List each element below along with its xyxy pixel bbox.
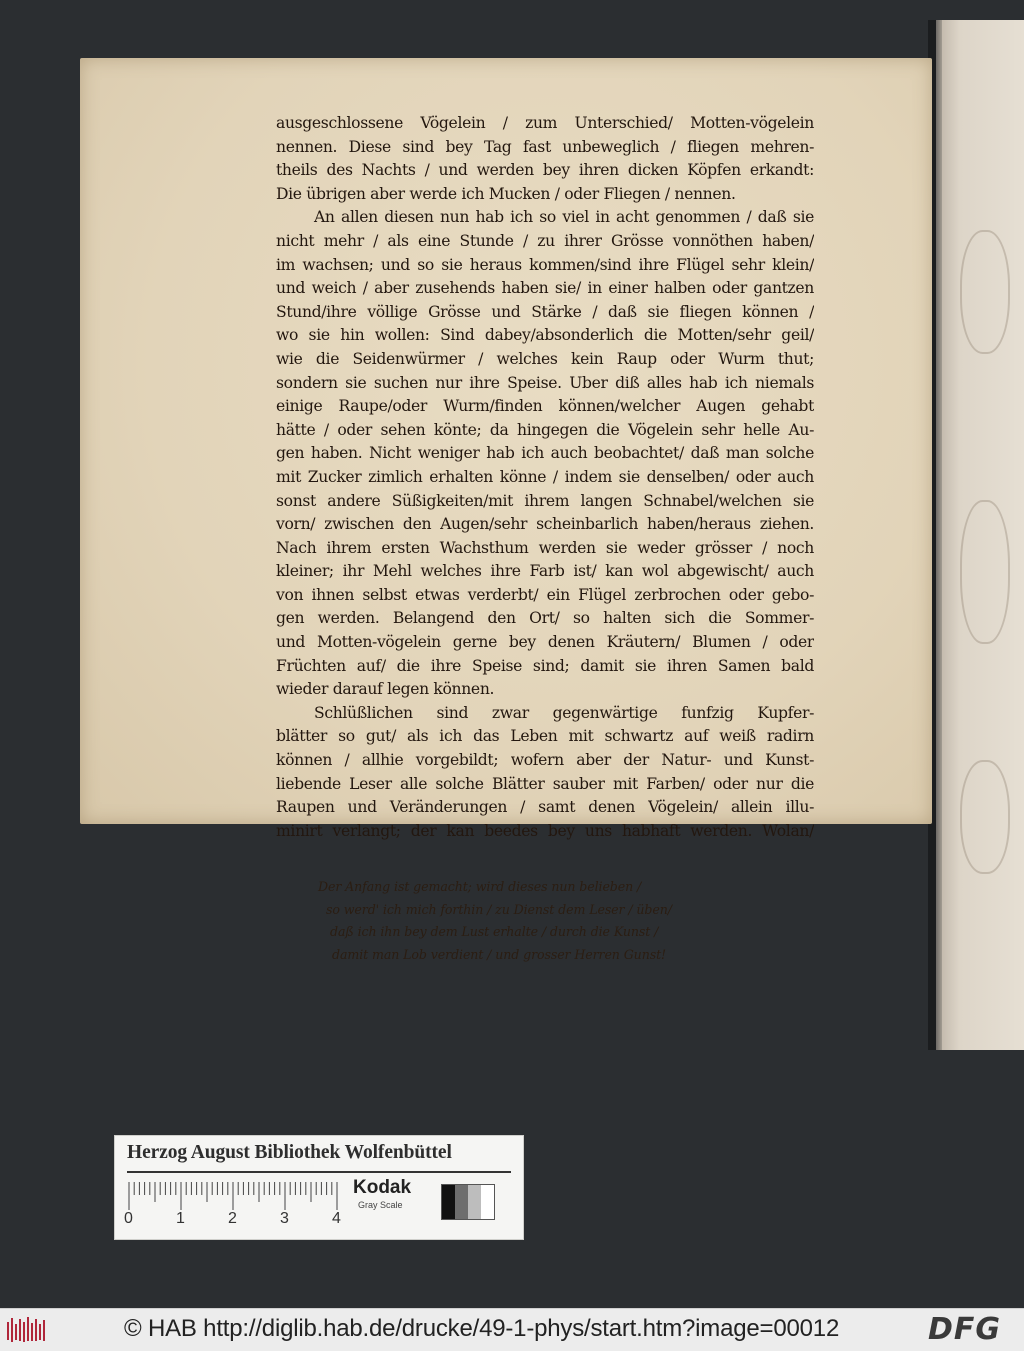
text-line: theils des Nachts / und werden bey ihren dicken Köpfen erkandt: (276, 161, 814, 180)
target-rule (127, 1171, 511, 1173)
text-line: mit Zucker zimlich erhalten könne / indem sie denselben/ oder auch (276, 467, 814, 486)
text-line: einige Raupe/oder Wurm/finden können/welcher Augen gehabt (276, 397, 814, 416)
text-line: wo sie hin wollen: Sind dabey/absonderlich die Motten/sehr geil/ (276, 326, 814, 345)
bleed-through-sketch (960, 230, 1010, 354)
ruler-numbers (124, 1210, 364, 1232)
color-target-card (114, 1135, 524, 1240)
bleed-through-sketch (960, 760, 1010, 874)
text-line: im wachsen; und so sie heraus kommen/sind ihre Flügel sehr klein/ (276, 255, 814, 274)
verse-line: damit man Lob verdient / und grosser Herren Gunst! (332, 946, 666, 962)
text-line: nicht mehr / als eine Stunde / zu ihrer Grösse vonnöthen haben/ (276, 231, 814, 250)
gray-scale-label: Gray Scale (358, 1200, 403, 1210)
text-line: ausgeschlossene Vögelein / zum Unterschied/ Motten-vögelein (276, 114, 814, 132)
main-text (276, 112, 814, 843)
text-line: An allen diesen nun hab ich so viel in acht genommen / daß sie (314, 208, 814, 227)
book-page (80, 58, 932, 962)
dfg-logo: DFG (928, 1312, 1002, 1347)
gray-patch (468, 1185, 481, 1219)
text-line: Früchten auf/ die ihre Speise sind; damit sie ihren Samen bald (276, 656, 814, 675)
text-line: liebende Leser alle solche Blätter sauber mit Farben/ oder nur die (276, 774, 814, 793)
text-line: minirt verlangt; der kan beedes bey uns habhaft werden. Wolan/ (276, 821, 814, 840)
gray-patch (455, 1185, 468, 1219)
text-line: sonst andere Süßigkeiten/mit ihrem langen Schnabel/welchen sie (276, 491, 814, 510)
text-line: wie die Seidenwürmer / welches kein Raup oder Wurm thut; (276, 349, 814, 368)
ruler-number: 2 (228, 1210, 237, 1227)
ruler-number: 3 (280, 1210, 289, 1227)
gray-patch (442, 1185, 455, 1219)
text-line: blätter so gut/ als ich das Leben mit schwartz auf weiß radirn (276, 727, 814, 746)
text-line: Schlüßlichen sind zwar gegenwärtige funfzig Kupfer- (314, 703, 814, 722)
viewer-footer (0, 1308, 1024, 1351)
text-line: nennen. Diese sind bey Tag fast unbeweglich / fliegen mehren- (276, 137, 814, 156)
text-line: von ihnen selbst etwas verderbt/ ein Flügel zerbrochen oder gebo- (276, 585, 814, 604)
source-link[interactable]: © HAB http://diglib.hab.de/drucke/49-1-phys/start.htm?image=00012 (124, 1315, 840, 1342)
text-line: gen werden. Belangend den Ort/ so halten sich die Sommer- (276, 609, 814, 628)
gray-patch (481, 1185, 494, 1219)
bleed-through-sketch (960, 500, 1010, 644)
text-line: wieder darauf legen können. (276, 680, 495, 699)
ruler-number: 0 (124, 1210, 133, 1227)
text-line: Raupen und Veränderungen / samt denen Vögelein/ allein illu- (276, 798, 814, 817)
text-line: vorn/ zwischen den Augen/sehr scheinbarlich haben/heraus ziehen. (276, 515, 814, 534)
text-line: gen haben. Nicht weniger hab ich auch beobachtet/ daß man solche (276, 444, 814, 463)
ruler-number: 4 (332, 1210, 341, 1227)
text-line: Nach ihrem ersten Wachsthum werden sie weder grösser / noch (276, 538, 814, 557)
page-edge (936, 20, 942, 1050)
closing-verse (318, 876, 798, 966)
ruler-number: 1 (176, 1210, 185, 1227)
hab-barcode-logo-icon[interactable] (6, 1316, 48, 1344)
text-line: sondern sie suchen nur ihre Speise. Uber diß alles hab ich niemals (276, 373, 814, 392)
verse-line: so werd' ich mich forthin / zu Dienst dem Leser / üben/ (326, 901, 672, 917)
text-line: Stund/ihre völlige Grösse und Stärke / daß sie fliegen können / (276, 302, 814, 321)
text-line: und weich / aber zusehends haben sie/ in einer halben oder gantzen (276, 279, 814, 298)
text-line: können / allhie vorgebildt; wofern aber der Natur- und Kunst- (276, 751, 814, 770)
verse-line: Der Anfang ist gemacht; wird dieses nun belieben / (318, 879, 642, 894)
text-line: hätte / oder sehen könte; da hingegen die Vögelein sehr helle Au- (276, 420, 814, 439)
text-line: kleiner; ihr Mehl welches ihre Farb ist/ kan wol abgewischt/ auch (276, 562, 814, 581)
verse-line: daß ich ihn bey dem Lust erhalte / durch die Kunst / (330, 924, 659, 940)
text-line: Die übrigen aber werde ich Mucken / oder Fliegen / nennen. (276, 184, 736, 203)
library-name: Herzog August Bibliothek Wolfenbüttel (127, 1142, 452, 1163)
kodak-brand: Kodak (353, 1177, 412, 1198)
text-line: und Motten-vögelein gerne bey denen Kräutern/ Blumen / oder (276, 633, 814, 652)
gray-patches (441, 1184, 495, 1220)
